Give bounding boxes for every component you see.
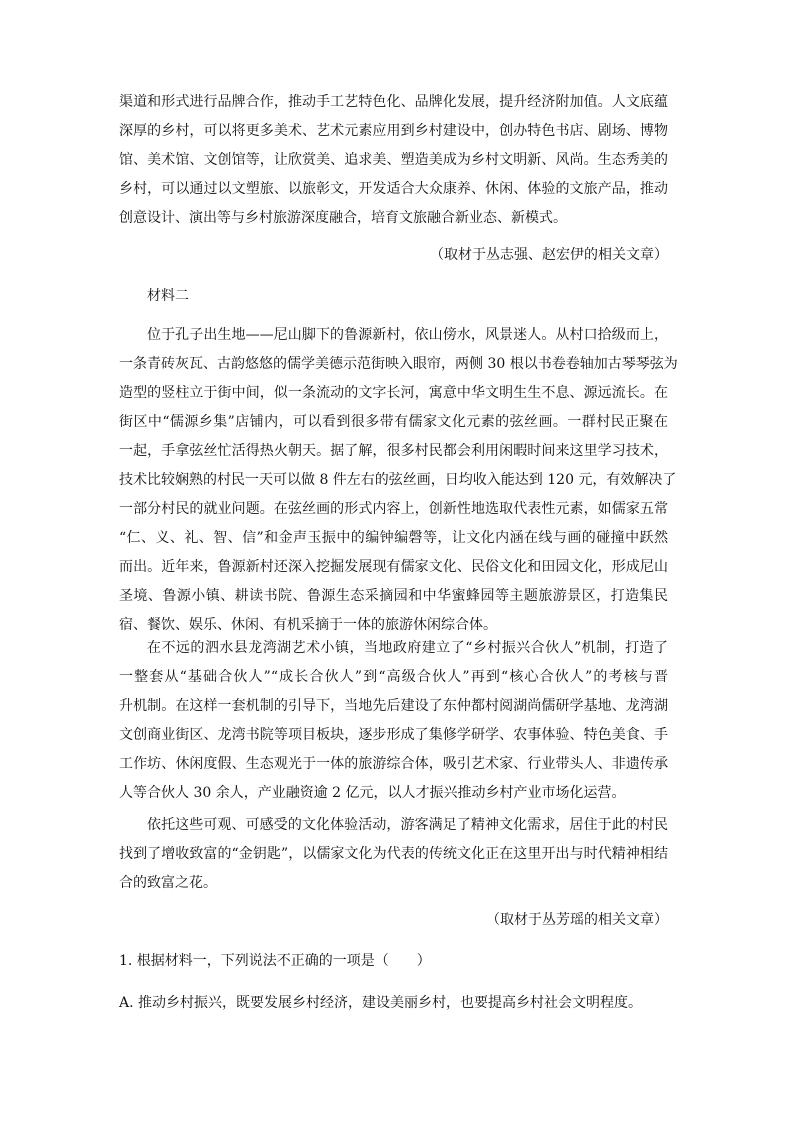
material2-heading: 材料二 (147, 288, 189, 304)
text-line: 宿、餐饮、娱乐、休闲、有机采摘于一体的旅游休闲综合体。 (119, 617, 497, 633)
text-line: 馆、美术馆、文创馆等，让欣赏美、追求美、塑造美成为乡村文明新、风尚。生态秀美的 (119, 152, 668, 168)
text-line: 乡村，可以通过以文塑旅、以旅彰文，开发适合大众康养、休闲、体验的文旅产品，推动 (119, 181, 668, 197)
text-line: 升机制。在这样一套机制的引导下，当地先后建设了东仲都村阅湖尚儒研学基地、龙湾湖 (119, 698, 668, 714)
text-line: “仁、义、礼、智、信”和金声玉振中的编钟编磬等，让文化内涵在线与画的碰撞中跃然 (119, 530, 668, 546)
text-line: 深厚的乡村，可以将更多美术、艺术元素应用到乡村建设中，创办特色书店、剧场、博物 (119, 123, 668, 139)
material1-source: （取材于丛志强、赵宏伊的相关文章） (430, 247, 668, 263)
question-stem: 1. 根据材料一，下列说法不正确的一项是（ ） (119, 953, 431, 969)
text-line: 工作坊、休闲度假、生态观光于一体的旅游综合体，吸引艺术家、行业带头人、非遗传承 (119, 756, 668, 772)
text-line: 一起，手拿弦丝忙活得热火朝天。据了解，很多村民都会利用闲暇时间来这里学习技术， (119, 443, 668, 459)
text-line: 一条青砖灰瓦、古韵悠悠的儒学美德示范街映入眼帘，两侧 30 根以书卷卷轴加古琴琴弦为 (119, 356, 678, 372)
text-line: 找到了增收致富的“金钥匙”，以儒家文化为代表的传统文化正在这里开出与时代精神相结 (119, 846, 668, 862)
text-line: 一部分村民的就业问题。在弦丝画的形式内容上，创新性地选取代表性元素，如儒家五常 (119, 501, 668, 517)
text-line: 人等合伙人 30 余人，产业融资逾 2 亿元，以人才振兴推动乡村产业市场化运营。 (119, 785, 626, 801)
text-line: 在不远的泗水县龙湾湖艺术小镇，当地政府建立了“乡村振兴合伙人”机制，打造了 (147, 640, 668, 656)
text-line: 合的致富之花。 (119, 875, 217, 891)
material2-paragraph-1 (119, 321, 678, 640)
text-line: 街区中“儒源乡集”店铺内，可以看到很多带有儒家文化元素的弦丝画。一群村民正聚在 (119, 414, 668, 430)
text-line: 渠道和形式进行品牌合作，推动手工艺特色化、品牌化发展，提升经济附加值。人文底蕴 (119, 94, 668, 110)
text-line: 位于孔子出生地——尼山脚下的鲁源新村，依山傍水，风景迷人。从村口拾级而上， (147, 327, 668, 343)
material2-source: （取材于丛芳瑶的相关文章） (486, 912, 668, 928)
text-line: 创意设计、演出等与乡村旅游深度融合，培育文旅融合新业态、新模式。 (119, 210, 567, 226)
text-line: 文创商业街区、龙湾书院等项目板块，逐步形成了集修学研学、农事体验、特色美食、手 (119, 727, 668, 743)
text-line: 依托这些可观、可感受的文化体验活动，游客满足了精神文化需求，居住于此的村民 (147, 817, 668, 833)
text-line: 造型的竖柱立于街中间，似一条流动的文字长河，寓意中华文明生生不息、源远流长。在 (119, 385, 668, 401)
text-line: 一整套从“基础合伙人”“成长合伙人”到“高级合伙人”再到“核心合伙人”的考核与晋 (119, 669, 668, 685)
question-option-a: A. 推动乡村振兴，既要发展乡村经济，建设美丽乡村，也要提高乡村社会文明程度。 (119, 995, 643, 1011)
material1-paragraph (119, 88, 668, 233)
material2-paragraph-2 (119, 634, 668, 808)
text-line: 而出。近年来，鲁源新村还深入挖掘发展现有儒家文化、民俗文化和田园文化，形成尼山 (119, 559, 668, 575)
text-line: 技术比较娴熟的村民一天可以做 8 件左右的弦丝画，日均收入能达到 120 元，有效解决了 (119, 472, 677, 488)
text-line: 圣境、鲁源小镇、耕读书院、鲁源生态采摘园和中华蜜蜂园等主题旅游景区，打造集民 (119, 588, 668, 604)
material2-paragraph-3 (119, 811, 668, 898)
